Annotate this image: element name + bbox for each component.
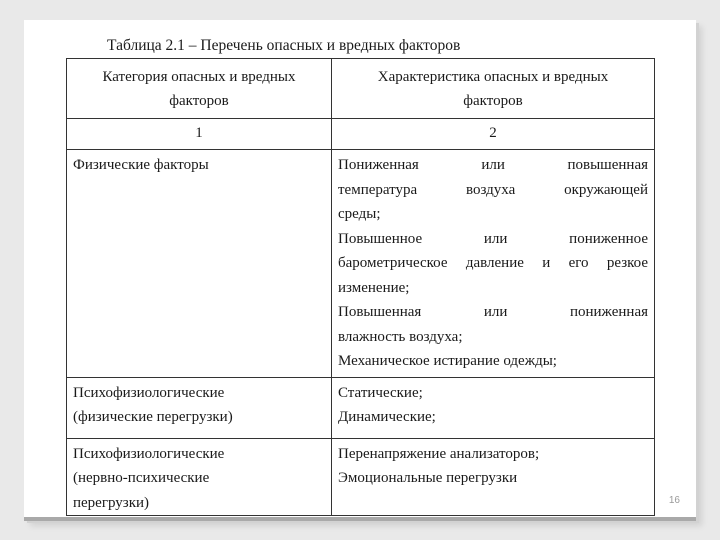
characteristic-line: температура воздуха окружающей [338,181,648,198]
page-number: 16 [668,495,680,506]
characteristic-line: Эмоциональные перегрузки [338,470,518,486]
hazard-factors-table [66,58,655,516]
characteristic-line: Динамические; [338,409,436,425]
characteristics-cell [332,377,655,438]
category-text: Психофизиологические [73,445,225,462]
column-number: 2 [332,119,655,150]
table-row [67,377,655,438]
column-number-row [67,119,655,150]
characteristic-line: Повышенная или пониженная [338,304,648,320]
characteristic-line: среды; [338,206,381,222]
header-characteristics [332,59,655,119]
header-category [67,59,332,119]
characteristic-line: Повышенное или пониженное [338,230,648,247]
characteristics-cell [332,438,655,516]
characteristic-line: барометрическое давление и его резкое [338,255,648,271]
characteristic-line: влажность воздуха; [338,328,463,345]
column-number: 1 [67,119,332,150]
table-row [67,150,655,378]
category-cell [67,438,332,516]
category-text: (физические перегрузки) [73,409,233,425]
characteristic-line: Статические; [338,384,423,401]
table-header-row [67,59,655,119]
characteristic-line: Перенапряжение анализаторов; [338,445,540,462]
slide-bottom-bar [24,517,696,521]
category-cell [67,150,332,378]
header-category-line: факторов [169,93,229,109]
header-category-line: Категория опасных и вредных [102,69,296,85]
characteristic-line: Пониженная или повышенная [338,157,648,173]
characteristics-cell [332,150,655,378]
category-text: (нервно-психические [73,470,210,486]
table-row [67,438,655,516]
category-cell [67,377,332,438]
header-characteristics-line: Характеристика опасных и вредных [377,69,609,85]
characteristic-line: изменение; [338,279,410,296]
header-characteristics-line: факторов [463,93,523,109]
characteristic-line: Механическое истирание одежды; [338,353,557,369]
category-text: Физические факторы [73,157,209,173]
category-text: перегрузки) [73,494,150,511]
table-caption: Таблица 2.1 – Перечень опасных и вредных факторов [107,37,461,54]
category-text: Психофизиологические [73,384,225,401]
